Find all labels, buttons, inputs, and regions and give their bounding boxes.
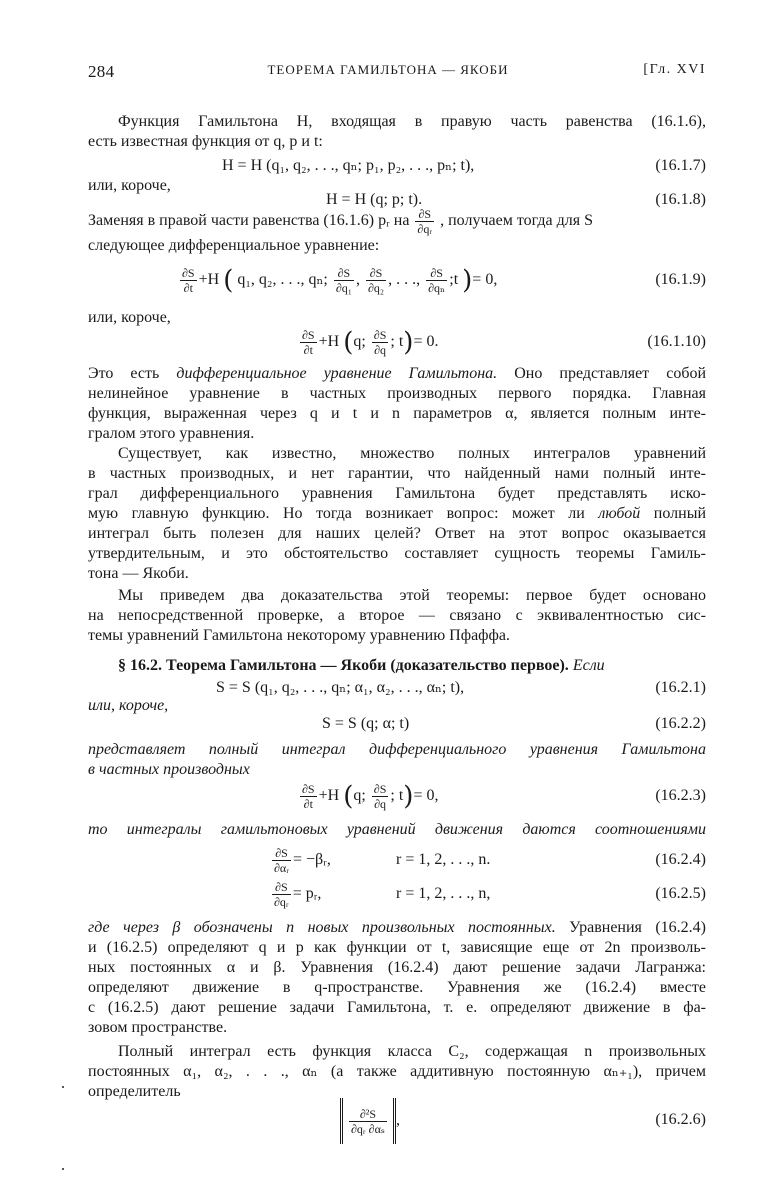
text-fragment: полный: [653, 505, 707, 522]
equation-number: (16.1.8): [655, 191, 706, 208]
text-line: то интегралы гамильтоновых уравнений движения даются соотношениями: [88, 821, 706, 838]
text-line: Полный интеграл есть функция класса C₂, содержащая n произвольных: [118, 1043, 706, 1060]
math-symbol: +H: [318, 333, 340, 350]
numerator: ∂S: [373, 327, 387, 342]
text-line: или, короче,: [88, 697, 169, 714]
text-line: интеграл быть полезен для наших целей? Ответ на этот вопрос оказывается: [88, 525, 706, 542]
equation-16-1-7: H = H (q₁, q₂, . . ., qₙ; p₁, p₂, . . ., pₙ; t),: [222, 157, 475, 174]
denominator: ∂q: [374, 796, 387, 811]
equation-16-2-4: [270, 842, 331, 878]
math-symbol: ,: [356, 271, 360, 288]
math-symbol: +H: [318, 787, 340, 804]
fraction: [366, 266, 386, 295]
right-paren: ): [403, 781, 414, 812]
page-number: 284: [88, 62, 115, 81]
text-line: или, короче,: [88, 309, 171, 326]
numerator: ∂S: [182, 265, 195, 280]
numerator: ∂S: [415, 207, 434, 222]
chapter-marker: [Гл. XVI: [643, 62, 706, 77]
text-line: на непосредственной проверке, а второе — связано с эквивалентностью сис-: [88, 607, 706, 624]
equation-16-2-3: [298, 778, 438, 814]
text-line: тона — Якоби.: [88, 565, 189, 582]
left-paren: (: [343, 781, 354, 812]
math-symbol: ; t: [390, 787, 404, 804]
fraction: [300, 328, 317, 357]
text-line: следующее дифференциальное уравнение:: [88, 237, 380, 254]
denominator: ∂t: [303, 796, 313, 811]
determinant-bars: [340, 1098, 396, 1144]
equation-number: (16.2.6): [655, 1111, 706, 1128]
text-line: [88, 504, 706, 524]
text-line: Существует, как известно, множество полных интегралов уравнений: [118, 445, 706, 462]
running-title: ТЕОРЕМА ГАМИЛЬТОНА — ЯКОБИ: [267, 62, 509, 77]
denominator: ∂t: [303, 342, 313, 357]
right-paren: ): [462, 265, 473, 296]
math-symbol: ; t: [390, 333, 404, 350]
equation-16-2-6: [340, 1098, 400, 1140]
fraction: [426, 266, 447, 295]
text-line: определитель: [88, 1083, 181, 1100]
text-fragment: Уравнения (16.2.4): [569, 919, 707, 936]
text-fragment: мую главную функцию. Но тогда возникает вопрос: может ли: [88, 505, 585, 522]
fraction: [372, 782, 389, 811]
math-symbol: ;t: [449, 271, 459, 288]
text-fragment: Оно представляет собой: [514, 365, 707, 382]
equation-number: (16.2.1): [655, 679, 706, 696]
numerator: ∂S: [272, 880, 291, 895]
denominator: ∂q₁: [335, 280, 352, 295]
equation-number: (16.1.9): [655, 271, 706, 288]
text-line: в частных производных, и нет гарантии, что найденный нами полный инте-: [88, 465, 706, 482]
math-symbol: = pᵣ,: [292, 885, 322, 902]
text-line: ных постоянных α и β. Уравнения (16.2.4) дают решение задачи Лагранжа:: [88, 959, 706, 976]
text-line: и (16.2.5) определяют q и p как функции от t, зависящие еще от 2n произволь-: [88, 939, 706, 956]
fraction: [180, 266, 197, 295]
fraction: [272, 846, 291, 875]
numerator: ∂S: [373, 781, 387, 796]
scan-speck: [62, 1168, 64, 1170]
numerator: ∂S: [366, 266, 386, 281]
fraction: [334, 266, 354, 295]
text-fragment: Это есть: [88, 365, 160, 382]
math-args: q;: [353, 333, 366, 350]
equation-number: (16.2.3): [655, 787, 706, 804]
math-symbol: = 0.: [413, 333, 439, 350]
text-line: определяют движение в q-пространстве. Уравнения же (16.2.4) вместе: [88, 979, 706, 996]
text-line: постоянных α₁, α₂, . . ., αₙ (а также аддитивную постоянную αₙ₊₁), причем: [88, 1063, 706, 1080]
text-fragment: Заменяя в правой части равенства (16.1.6) pᵣ на: [88, 212, 410, 230]
text-line: темы уравнений Гамильтона некоторому уравнению Пфаффа.: [88, 627, 510, 644]
equation-number: (16.2.4): [655, 851, 706, 868]
numerator: ∂²S: [349, 1107, 387, 1122]
equation-range: r = 1, 2, . . ., n.: [396, 851, 491, 868]
denominator: ∂qᵣ ∂αₛ: [351, 1121, 385, 1136]
fraction: [372, 328, 389, 357]
text-line: грал дифференциального уравнения Гамильтона будет представлять иско-: [88, 485, 706, 502]
text-line: представляет полный интеграл дифференциального уравнения Гамильтона: [88, 741, 706, 758]
text-line: [88, 918, 706, 938]
equation-range: r = 1, 2, . . ., n,: [396, 885, 491, 902]
fraction: [272, 880, 291, 909]
math-symbol: ,: [395, 1111, 400, 1129]
text-fragment: , получаем тогда для S: [440, 212, 593, 230]
emphasis: где через β обозначены n новых произвольных постоянных.: [88, 919, 556, 936]
text-line: нелинейное уравнение в частных производных первого порядка. Главная: [88, 385, 706, 402]
text-line: Мы приведем два доказательства этой теоремы: первое будет основано: [118, 587, 706, 604]
text-line: функция, выраженная через q и t и n параметров α, является полным инте-: [88, 405, 706, 422]
equation-16-2-5: [270, 876, 321, 912]
equation-16-1-9: [178, 262, 497, 298]
math-symbol: = 0,: [472, 271, 498, 288]
equation-16-2-1: S = S (q₁, q₂, . . ., qₙ; α₁, α₂, . . ., αₙ; t),: [216, 679, 465, 696]
denominator: ∂qᵣ: [417, 222, 433, 236]
denominator: ∂qₙ: [428, 280, 446, 295]
text-line: в частных производных: [88, 761, 250, 778]
numerator: ∂S: [426, 266, 447, 281]
emphasis: любой: [598, 505, 641, 522]
fraction: [415, 207, 434, 236]
scan-speck: [62, 1086, 64, 1088]
denominator: ∂q₂: [368, 280, 385, 295]
math-args: q;: [353, 787, 366, 804]
math-symbol: +H: [198, 271, 220, 288]
text-line: [88, 364, 706, 384]
equation-number: (16.2.2): [655, 715, 706, 732]
text-line: зовом пространстве.: [88, 1019, 228, 1036]
text-line: Функция Гамильтона H, входящая в правую часть равенства (16.1.6),: [118, 113, 706, 130]
equation-number: (16.2.5): [655, 885, 706, 902]
text-line: гралом этого уравнения.: [88, 425, 255, 442]
text-line: с (16.2.5) дают решение задачи Гамильтона, т. е. определяют движение в фа-: [88, 999, 706, 1016]
numerator: ∂S: [302, 781, 315, 796]
emphasis: дифференциальное уравнение Гамильтона.: [176, 365, 498, 382]
denominator: ∂αᵣ: [274, 860, 289, 875]
math-args: q₁, q₂, . . ., qₙ;: [237, 271, 328, 288]
math-symbol: = −βᵣ,: [292, 851, 331, 868]
equation-16-2-2: S = S (q; α; t): [322, 715, 410, 732]
equation-16-1-8: H = H (q; p; t).: [326, 191, 423, 208]
numerator: ∂S: [302, 327, 315, 342]
math-symbol: , . . .,: [388, 271, 421, 288]
emphasis: Если: [572, 657, 605, 674]
equation-number: (16.1.10): [647, 333, 706, 350]
numerator: ∂S: [272, 846, 291, 861]
math-symbol: = 0,: [413, 787, 439, 804]
fraction: [349, 1107, 387, 1136]
denominator: ∂q: [374, 342, 387, 357]
left-paren: (: [223, 265, 234, 296]
section-heading: [88, 656, 706, 676]
left-paren: (: [343, 327, 354, 358]
section-title: § 16.2. Теорема Гамильтона — Якоби (доказательство первое).: [118, 657, 569, 674]
equation-number: (16.1.7): [655, 157, 706, 174]
text-line: или, короче,: [88, 177, 171, 194]
right-paren: ): [403, 327, 414, 358]
text-line: утвердительным, и это обстоятельство составляет сущность теоремы Гамиль-: [88, 545, 706, 562]
numerator: ∂S: [334, 266, 354, 281]
text-line: есть известная функция от q, p и t:: [88, 133, 323, 150]
text-line: [88, 207, 706, 235]
fraction: [300, 782, 317, 811]
denominator: ∂t: [183, 280, 193, 295]
denominator: ∂qᵣ: [274, 894, 289, 909]
equation-16-1-10: [298, 324, 438, 360]
